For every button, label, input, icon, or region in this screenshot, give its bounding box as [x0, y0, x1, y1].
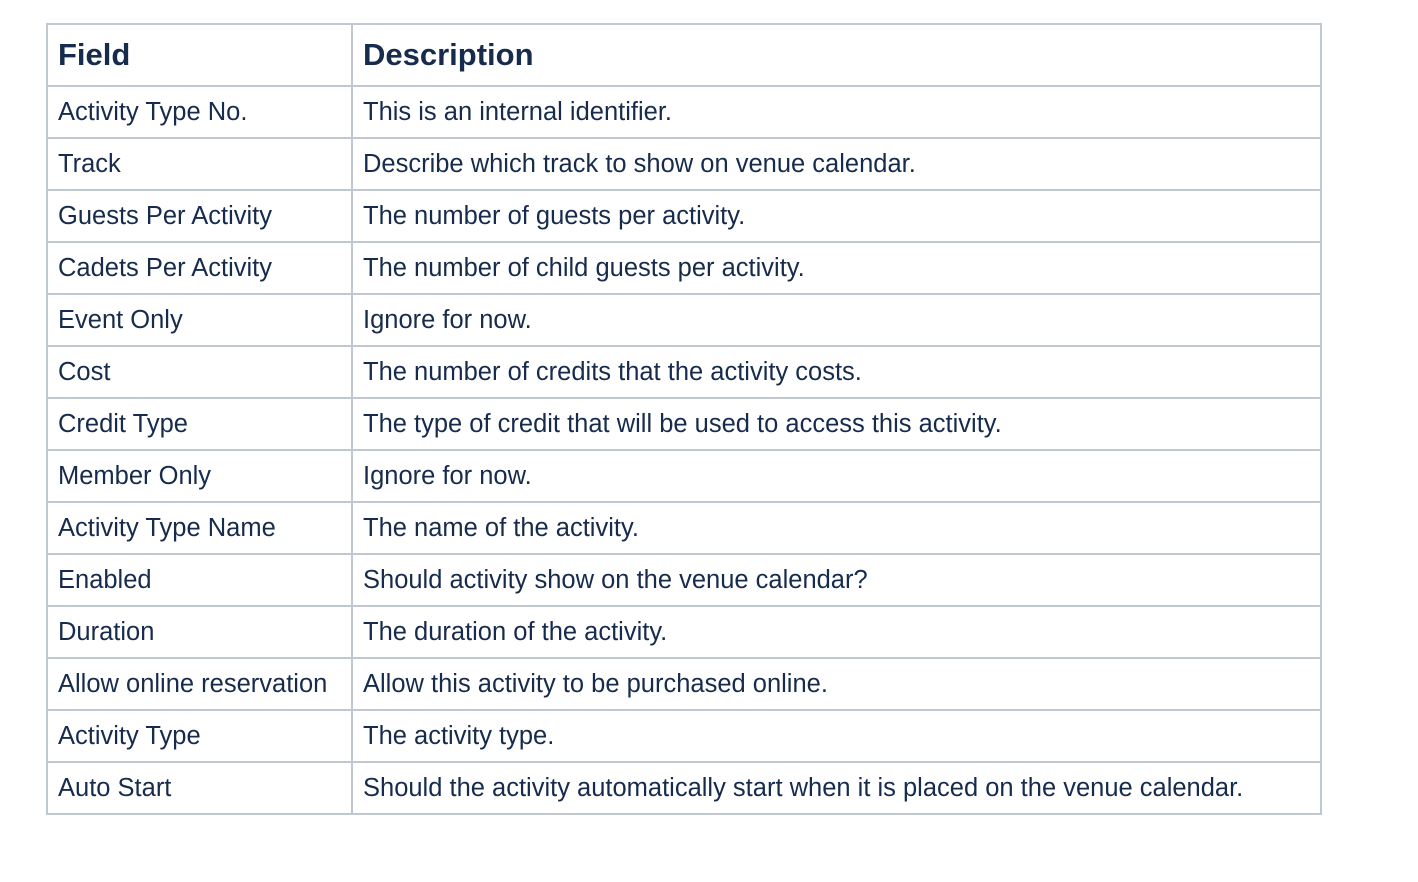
header-field: Field [47, 24, 352, 86]
description-cell: The activity type. [352, 710, 1321, 762]
table-row [47, 190, 1321, 242]
description-cell: Should the activity automatically start when it is placed on the venue calendar. [352, 762, 1321, 814]
field-cell: Allow online reservation [47, 658, 352, 710]
table-row [47, 762, 1321, 814]
description-cell: Describe which track to show on venue calendar. [352, 138, 1321, 190]
table-row [47, 242, 1321, 294]
table-row [47, 606, 1321, 658]
header-description: Description [352, 24, 1321, 86]
description-cell: Should activity show on the venue calendar? [352, 554, 1321, 606]
description-cell: The name of the activity. [352, 502, 1321, 554]
table-row [47, 398, 1321, 450]
field-cell: Member Only [47, 450, 352, 502]
description-cell: The number of child guests per activity. [352, 242, 1321, 294]
table-row [47, 450, 1321, 502]
field-cell: Activity Type No. [47, 86, 352, 138]
table-row [47, 710, 1321, 762]
field-description-table-container [46, 23, 1322, 815]
table-row [47, 658, 1321, 710]
field-cell: Activity Type [47, 710, 352, 762]
table-header-row [47, 24, 1321, 86]
description-cell: The duration of the activity. [352, 606, 1321, 658]
field-description-table [46, 23, 1322, 815]
field-cell: Guests Per Activity [47, 190, 352, 242]
table-row [47, 346, 1321, 398]
table-row [47, 86, 1321, 138]
field-cell: Track [47, 138, 352, 190]
field-cell: Enabled [47, 554, 352, 606]
field-cell: Event Only [47, 294, 352, 346]
description-cell: The type of credit that will be used to access this activity. [352, 398, 1321, 450]
field-cell: Cost [47, 346, 352, 398]
description-cell: The number of guests per activity. [352, 190, 1321, 242]
table-row [47, 502, 1321, 554]
field-cell: Activity Type Name [47, 502, 352, 554]
field-cell: Auto Start [47, 762, 352, 814]
description-cell: This is an internal identifier. [352, 86, 1321, 138]
field-cell: Duration [47, 606, 352, 658]
table-row [47, 138, 1321, 190]
field-cell: Credit Type [47, 398, 352, 450]
table-row [47, 554, 1321, 606]
description-cell: Allow this activity to be purchased online. [352, 658, 1321, 710]
field-cell: Cadets Per Activity [47, 242, 352, 294]
description-cell: The number of credits that the activity costs. [352, 346, 1321, 398]
description-cell: Ignore for now. [352, 450, 1321, 502]
table-row [47, 294, 1321, 346]
description-cell: Ignore for now. [352, 294, 1321, 346]
